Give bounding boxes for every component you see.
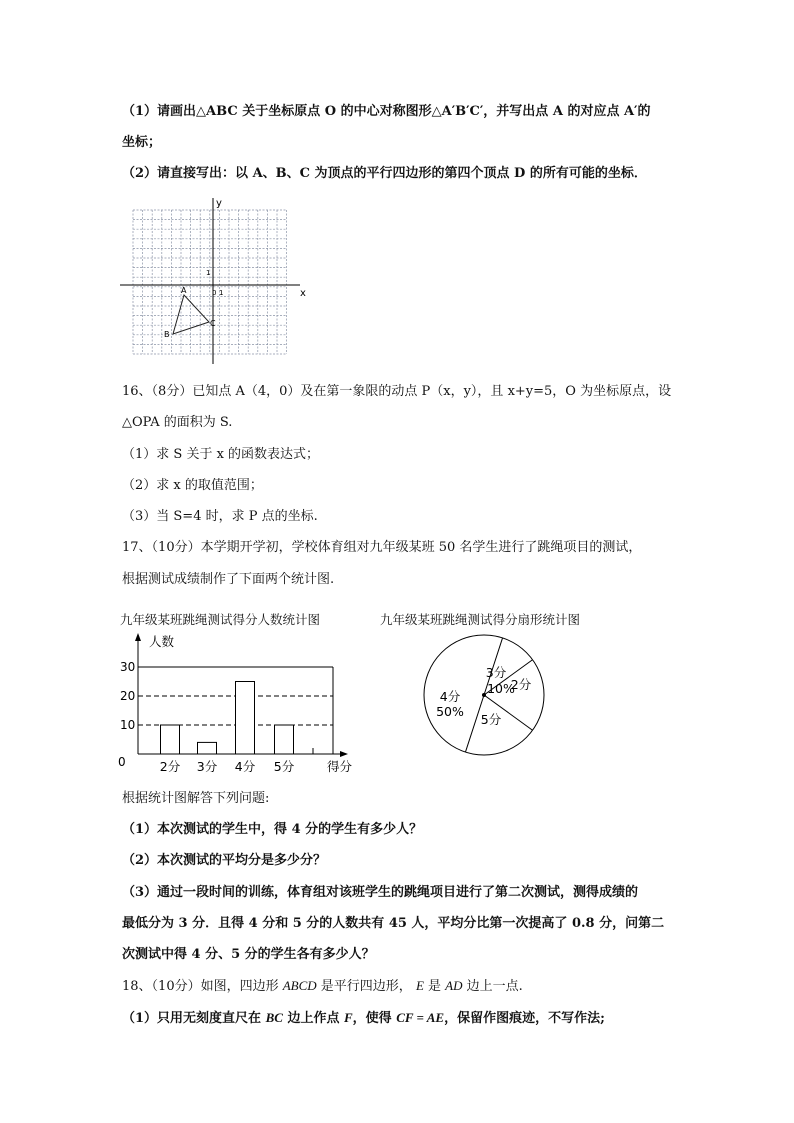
q18-point-e: E [415,978,424,993]
q18-shape: ABCD [282,978,317,993]
pie-slice-percent-4分: 50% [436,704,464,719]
q17-part3-line2: 最低分为 3 分．且得 4 分和 5 分的人数共有 45 人，平均分比第一次提高了 0.8 分，问第二 [122,916,665,931]
bar-origin-label: 0 [118,755,126,769]
q16-part3: （3）当 S=4 时，求 P 点的坐标. [122,509,318,524]
pie-slice-label-5分: 5分 [480,712,502,727]
bar-y-tick-label: 10 [120,718,136,732]
q18-part1-c: ，使得 [352,1011,397,1026]
origin-label: 0 [212,289,217,297]
bar-y-axis-arrow [135,633,141,641]
q18-mid2: 是 [423,979,446,994]
bar-5分 [275,725,294,754]
point-b-label: B [164,330,170,339]
q16-part1: （1）求 S 关于 x 的函数表达式； [122,447,320,462]
q16-part2: （2）求 x 的取值范围； [122,478,263,493]
pie-slice-label-4分: 4分 [439,689,461,704]
pie-chart [420,630,555,760]
point-c-label: C [210,319,216,328]
q18-line1 [122,977,523,996]
unit-x-label: 1 [219,289,224,297]
bar-x-axis-arrow [340,751,348,757]
q17-line2: 根据测试成绩制作了下面两个统计图. [122,572,335,587]
q18-part1-f: F [343,1010,353,1025]
pie-slice-label-3分: 3分 [485,665,507,680]
bar-y-tick-label: 20 [120,689,136,703]
pie-slice-percent-3分: 10% [487,681,515,696]
q16-line1: 16、（8分）已知点 A（4，0）及在第一象限的动点 P（x，y），且 x+y=5，O 为坐标原点，设 [122,384,672,399]
q18-part1 [122,1009,605,1028]
bar-category-label: 3分 [196,759,218,774]
q18-part1-d: ，保留作图痕迹，不写作法; [444,1011,605,1026]
x-axis-label: x [300,288,306,299]
bar-chart-title: 九年级某班跳绳测试得分人数统计图 [120,612,321,627]
q18-part1-b: 边上作点 [282,1011,344,1026]
coordinate-grid-figure [118,194,318,369]
q17-part3-line1: （3）通过一段时间的训练，体育组对该班学生的跳绳项目进行了第二次测试，测得成绩的 [122,885,639,900]
bar-category-label: 5分 [273,759,295,774]
q18-part1-eq: CF = AE [396,1010,445,1025]
bar-4分 [236,682,255,755]
q18-mid: 是平行四边形， [316,979,416,994]
bar-3分 [198,742,217,754]
bar-category-label: 2分 [159,759,181,774]
pie-slice-label-2分: 2分 [510,677,532,692]
q18-prefix: 18、（10分）如图，四边形 [122,979,283,994]
pie-chart-title: 九年级某班跳绳测试得分扇形统计图 [380,612,581,627]
bar-x-label: 得分 [327,759,353,774]
q18-part1-a: （1）只用无刻度直尺在 [122,1011,266,1026]
bar-2分 [161,725,180,754]
pie-center-dot [482,693,486,697]
q18-suffix: 边上一点. [462,979,523,994]
bar-y-tick-label: 30 [120,660,136,674]
point-a-label: A [181,286,187,295]
bar-chart [115,630,365,780]
q16-line2: △OPA 的面积为 S. [122,415,233,430]
unit-y-label: 1 [206,269,211,277]
q18-part1-bc: BC [265,1010,283,1025]
q17-part1: （1）本次测试的学生中，得 4 分的学生有多少人？ [122,822,423,837]
q17-line1: 17、（10分）本学期开学初，学校体育组对九年级某班 50 名学生进行了跳绳项目的测试， [122,540,642,555]
q18-segment: AD [445,978,463,993]
q17-part2: （2）本次测试的平均分是多少分？ [122,853,327,868]
triangle-abc [173,295,209,334]
q15-part2: （2）请直接写出：以 A、B、C 为顶点的平行四边形的第四个顶点 D 的所有可能的坐标． [122,166,647,181]
q15-part1-line1: （1）请画出△ABC 关于坐标原点 O 的中心对称图形△A′B′C′，并写出点 A 的对应点 A′的 [122,104,651,119]
q15-part1-line2: 坐标； [122,135,162,150]
q17-intro: 根据统计图解答下列问题: [122,791,270,806]
y-axis-label: y [216,198,222,209]
bar-y-label: 人数 [149,634,175,649]
q17-part3-line3: 次测试中得 4 分、5 分的学生各有多少人？ [122,947,375,962]
bar-category-label: 4分 [234,759,256,774]
